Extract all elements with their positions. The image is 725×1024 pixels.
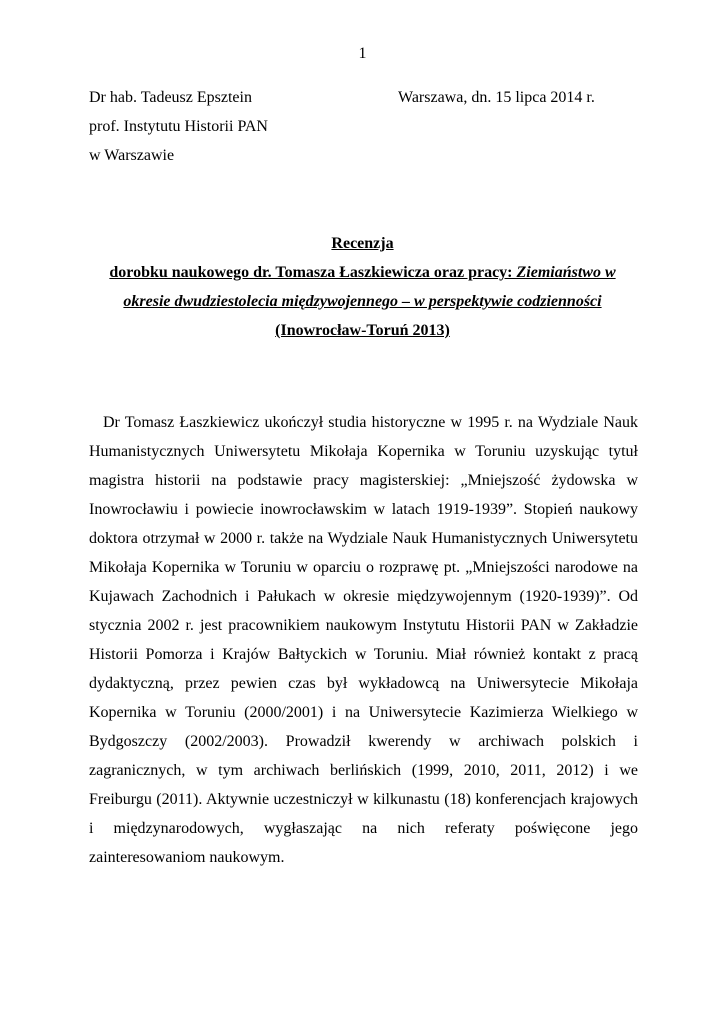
place-date: Warszawa, dn. 15 lipca 2014 r.	[398, 89, 595, 106]
title-work-part-2: okresie dwudziestolecia międzywojennego – w perspektywie codzienności	[123, 293, 602, 310]
author-block	[89, 89, 389, 176]
author-position: prof. Instytutu Historii PAN	[89, 118, 268, 135]
title-line-2	[70, 264, 655, 293]
title-line-4	[70, 322, 655, 351]
title-publication: (Inowrocław-Toruń 2013)	[275, 322, 450, 339]
title-line-1	[70, 235, 655, 264]
title-heading: Recenzja	[331, 235, 394, 252]
author-name: Dr hab. Tadeusz Epsztein	[89, 89, 252, 106]
title-subject: dorobku naukowego dr. Tomasza Łaszkiewicza oraz pracy:	[109, 264, 517, 281]
body-paragraph: Dr Tomasz Łaszkiewicz ukończył studia historyczne w 1995 r. na Wydziale Nauk Humanistycznych Uniwersytetu Mikołaja Kopernika w Toruniu uzyskując tytuł magistra historii na podstawie pracy magisterskiej: „Mniejszość żydowska w Inowrocławiu i powiecie inowrocławskim w latach 1919-1939”. Stopień naukowy doktora otrzymał w 2000 r. także na Wydziale Nauk Humanistycznych Uniwersytetu Mikołaja Kopernika w Toruniu w oparciu o rozprawę pt. „Mniejszości narodowe na Kujawach Zachodnich i Pałukach w okresie międzywojennym (1920-1939)”. Od stycznia 2002 r. jest pracownikiem naukowym Instytutu Historii PAN w Zakładzie Historii Pomorza i Krajów Bałtyckich w Toruniu. Miał również kontakt z pracą dydaktyczną, przez pewien czas był wykładowcą na Uniwersytecie Mikołaja Kopernika w Toruniu (2000/2001) i na Uniwersytecie Kazimierza Wielkiego w Bydgoszczy (2002/2003). Prowadził kwerendy w archiwach polskich i zagranicznych, w tym archiwach berlińskich (1999, 2010, 2011, 2012) i we Freiburgu (2011). Aktywnie uczestniczył w kilkunastu (18) konferencjach krajowych i międzynarodowych, wygłaszając na nich referaty poświęcone jego zainteresowaniom naukowym.	[89, 414, 638, 866]
author-city: w Warszawie	[89, 147, 175, 164]
review-title	[70, 235, 655, 351]
title-line-3	[70, 293, 655, 322]
page-number: 1	[358, 45, 367, 62]
title-work-part-1: Ziemiaństwo w	[516, 264, 616, 281]
